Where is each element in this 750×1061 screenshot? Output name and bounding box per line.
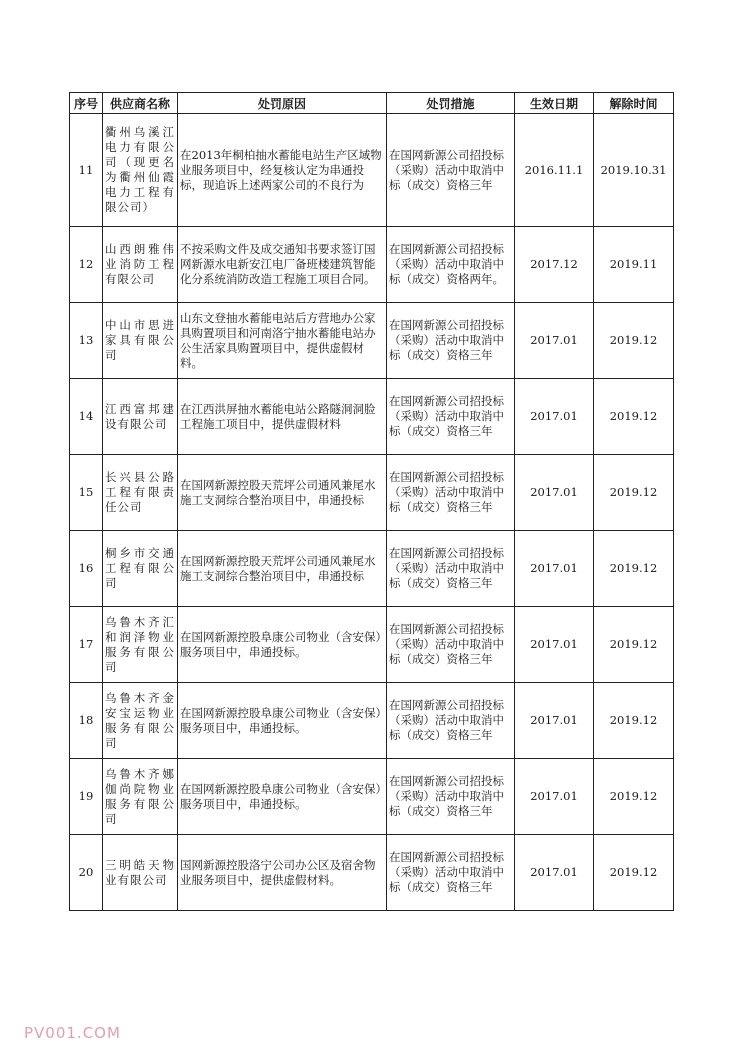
effective-date: 2017.01 bbox=[515, 455, 594, 531]
penalty-reason: 不按采购文件及成交通知书要求签订国网新源水电新安江电厂备班楼建筑智能化分系统消防改造工程施工项目合同。 bbox=[178, 227, 387, 303]
row-number: 16 bbox=[70, 531, 103, 607]
table-row bbox=[70, 227, 674, 303]
header-no: 序号 bbox=[70, 93, 103, 114]
penalty-measure: 在国网新源公司招投标（采购）活动中取消中标（成交）资格三年 bbox=[387, 607, 515, 683]
release-date: 2019.10.31 bbox=[594, 114, 674, 227]
row-number: 20 bbox=[70, 835, 103, 911]
penalty-measure: 在国网新源公司招投标（采购）活动中取消中标（成交）资格三年 bbox=[387, 455, 515, 531]
row-number: 15 bbox=[70, 455, 103, 531]
row-number: 12 bbox=[70, 227, 103, 303]
effective-date: 2017.01 bbox=[515, 607, 594, 683]
effective-date: 2017.01 bbox=[515, 303, 594, 379]
penalty-measure: 在国网新源公司招投标（采购）活动中取消中标（成交）资格三年 bbox=[387, 835, 515, 911]
penalty-reason: 在国网新源控股天荒坪公司通风兼尾水施工支洞综合整治项目中，串通投标 bbox=[178, 531, 387, 607]
release-date: 2019.12 bbox=[594, 455, 674, 531]
table-row bbox=[70, 379, 674, 455]
table-row bbox=[70, 759, 674, 835]
release-date: 2019.12 bbox=[594, 835, 674, 911]
effective-date: 2016.11.1 bbox=[515, 114, 594, 227]
effective-date: 2017.01 bbox=[515, 683, 594, 759]
release-date: 2019.11 bbox=[594, 227, 674, 303]
row-number: 17 bbox=[70, 607, 103, 683]
penalty-reason: 在国网新源控股天荒坪公司通风兼尾水施工支洞综合整治项目中，串通投标 bbox=[178, 455, 387, 531]
header-effective-date: 生效日期 bbox=[515, 93, 594, 114]
supplier-name: 中山市思进家具有限公司 bbox=[103, 303, 178, 379]
row-number: 14 bbox=[70, 379, 103, 455]
release-date: 2019.12 bbox=[594, 379, 674, 455]
table-row bbox=[70, 303, 674, 379]
penalty-measure: 在国网新源公司招投标（采购）活动中取消中标（成交）资格两年。 bbox=[387, 227, 515, 303]
release-date: 2019.12 bbox=[594, 607, 674, 683]
penalty-measure: 在国网新源公司招投标（采购）活动中取消中标（成交）资格三年 bbox=[387, 303, 515, 379]
table-row bbox=[70, 114, 674, 227]
supplier-name: 江西富邦建设有限公司 bbox=[103, 379, 178, 455]
penalty-reason: 在2013年桐柏抽水蓄能电站生产区域物业服务项目中，经复核认定为串通投标，现追诉上述两家公司的不良行为 bbox=[178, 114, 387, 227]
release-date: 2019.12 bbox=[594, 683, 674, 759]
penalty-reason: 山东文登抽水蓄能电站后方营地办公家具购置项目和河南洛宁抽水蓄能电站办公生活家具购置项目中，提供虚假材料。 bbox=[178, 303, 387, 379]
release-date: 2019.12 bbox=[594, 531, 674, 607]
penalty-measure: 在国网新源公司招投标（采购）活动中取消中标（成交）资格三年 bbox=[387, 683, 515, 759]
effective-date: 2017.01 bbox=[515, 759, 594, 835]
penalty-reason: 国网新源控股洛宁公司办公区及宿舍物业服务项目中，提供虚假材料。 bbox=[178, 835, 387, 911]
table-row bbox=[70, 531, 674, 607]
row-number: 19 bbox=[70, 759, 103, 835]
supplier-name: 乌鲁木齐金安宝运物业服务有限公司 bbox=[103, 683, 178, 759]
effective-date: 2017.01 bbox=[515, 379, 594, 455]
site-watermark: PV001.COM bbox=[24, 1024, 121, 1042]
supplier-name: 桐乡市交通工程有限公司 bbox=[103, 531, 178, 607]
effective-date: 2017.12 bbox=[515, 227, 594, 303]
release-date: 2019.12 bbox=[594, 759, 674, 835]
supplier-name: 三明皓天物业有限公司 bbox=[103, 835, 178, 911]
release-date: 2019.12 bbox=[594, 303, 674, 379]
effective-date: 2017.01 bbox=[515, 835, 594, 911]
header-row bbox=[70, 93, 674, 114]
row-number: 11 bbox=[70, 114, 103, 227]
table-row bbox=[70, 835, 674, 911]
supplier-name: 乌鲁木齐汇和润泽物业服务有限公司 bbox=[103, 607, 178, 683]
row-number: 13 bbox=[70, 303, 103, 379]
penalty-measure: 在国网新源公司招投标（采购）活动中取消中标（成交）资格三年 bbox=[387, 379, 515, 455]
penalty-table bbox=[69, 92, 674, 911]
supplier-name: 长兴县公路工程有限责任公司 bbox=[103, 455, 178, 531]
penalty-measure: 在国网新源公司招投标（采购）活动中取消中标（成交）资格三年 bbox=[387, 531, 515, 607]
header-release-date: 解除时间 bbox=[594, 93, 674, 114]
header-measure: 处罚措施 bbox=[387, 93, 515, 114]
table-row bbox=[70, 455, 674, 531]
row-number: 18 bbox=[70, 683, 103, 759]
supplier-name: 山西朗雅伟业消防工程有限公司 bbox=[103, 227, 178, 303]
penalty-measure: 在国网新源公司招投标（采购）活动中取消中标（成交）资格三年 bbox=[387, 114, 515, 227]
penalty-reason: 在国网新源控股阜康公司物业（含安保）服务项目中，串通投标。 bbox=[178, 607, 387, 683]
table-row bbox=[70, 607, 674, 683]
header-reason: 处罚原因 bbox=[178, 93, 387, 114]
effective-date: 2017.01 bbox=[515, 531, 594, 607]
penalty-reason: 在国网新源控股阜康公司物业（含安保）服务项目中，串通投标。 bbox=[178, 683, 387, 759]
supplier-name: 乌鲁木齐娜伽尚院物业服务有限公司 bbox=[103, 759, 178, 835]
header-supplier: 供应商名称 bbox=[103, 93, 178, 114]
penalty-reason: 在国网新源控股阜康公司物业（含安保）服务项目中，串通投标。 bbox=[178, 759, 387, 835]
penalty-reason: 在江西洪屏抽水蓄能电站公路隧洞洞脸工程施工项目中，提供虚假材料 bbox=[178, 379, 387, 455]
penalty-measure: 在国网新源公司招投标（采购）活动中取消中标（成交）资格三年 bbox=[387, 759, 515, 835]
supplier-name: 衢州乌溪江电力有限公司（现更名为衢州仙霞电力工程有限公司） bbox=[103, 114, 178, 227]
table-row bbox=[70, 683, 674, 759]
